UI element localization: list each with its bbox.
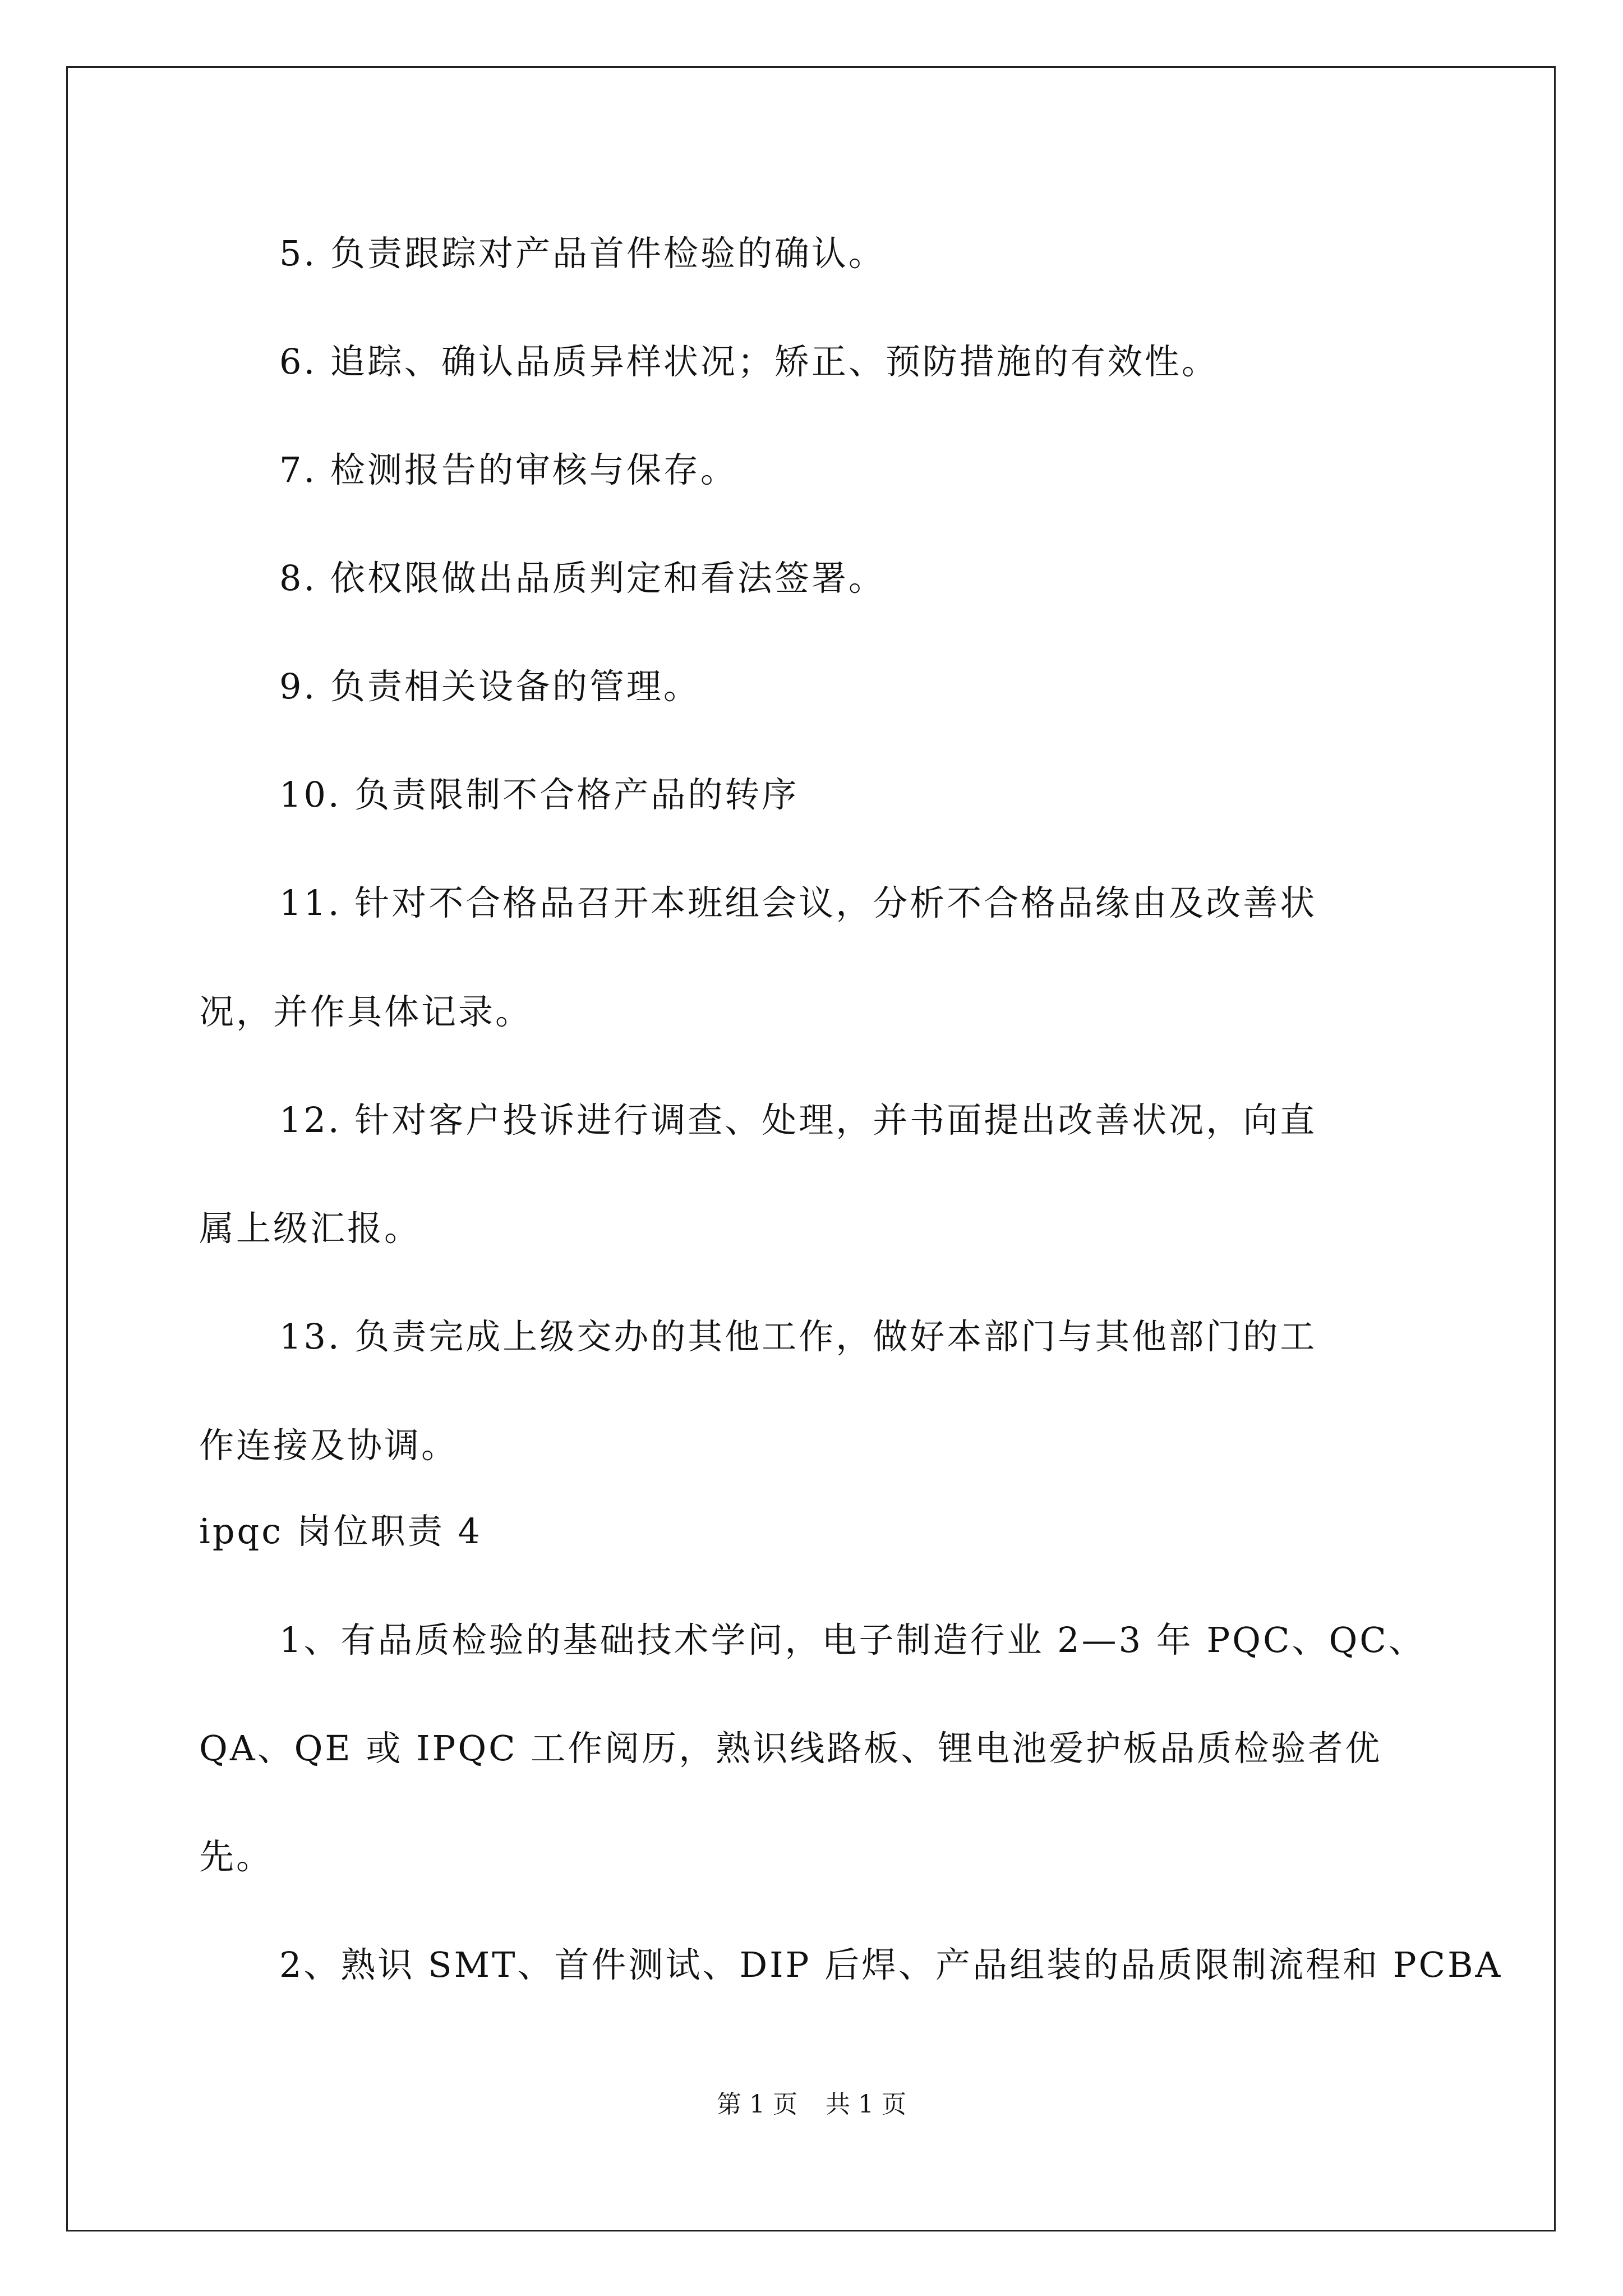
list-item-13-line-1: 13. 负责完成上级交办的其他工作，做好本部门与其他部门的工 bbox=[279, 1316, 1317, 1357]
list-item-11-line-1: 11. 针对不合格品召开本班组会议，分析不合格品缘由及改善状 bbox=[279, 882, 1317, 923]
list-item-10: 10. 负责限制不合格产品的转序 bbox=[279, 774, 799, 815]
page-footer bbox=[0, 2088, 1623, 2122]
section-heading: ipqc 岗位职责 4 bbox=[199, 1511, 482, 1552]
requirement-1-line-2: QA、QE 或 IPQC 工作阅历，熟识线路板、锂电池爱护板品质检验者优 bbox=[199, 1728, 1382, 1769]
list-item-12-line-2: 属上级汇报。 bbox=[199, 1208, 422, 1249]
requirement-1-line-1: 1、有品质检验的基础技术学问，电子制造行业 2—3 年 PQC、QC、 bbox=[279, 1619, 1426, 1660]
list-item-12-line-1: 12. 针对客户投诉进行调查、处理，并书面提出改善状况，向直 bbox=[279, 1099, 1317, 1140]
requirement-1-line-3: 先。 bbox=[199, 1836, 274, 1877]
list-item-8: 8. 依权限做出品质判定和看法签署。 bbox=[279, 558, 886, 599]
page-border bbox=[66, 66, 1556, 2231]
list-item-6: 6. 追踪、确认品质异样状况；矫正、预防措施的有效性。 bbox=[279, 341, 1219, 382]
page-total: 共 1 页 bbox=[826, 2090, 906, 2119]
page-number: 第 1 页 bbox=[717, 2090, 797, 2119]
list-item-11-line-2: 况，并作具体记录。 bbox=[199, 991, 533, 1032]
requirement-2-line-1: 2、熟识 SMT、首件测试、DIP 后焊、产品组装的品质限制流程和 PCBA bbox=[279, 1944, 1503, 1985]
list-item-13-line-2: 作连接及协调。 bbox=[199, 1425, 459, 1466]
list-item-7: 7. 检测报告的审核与保存。 bbox=[279, 449, 737, 490]
list-item-9: 9. 负责相关设备的管理。 bbox=[279, 666, 700, 707]
list-item-5: 5. 负责跟踪对产品首件检验的确认。 bbox=[279, 233, 886, 274]
